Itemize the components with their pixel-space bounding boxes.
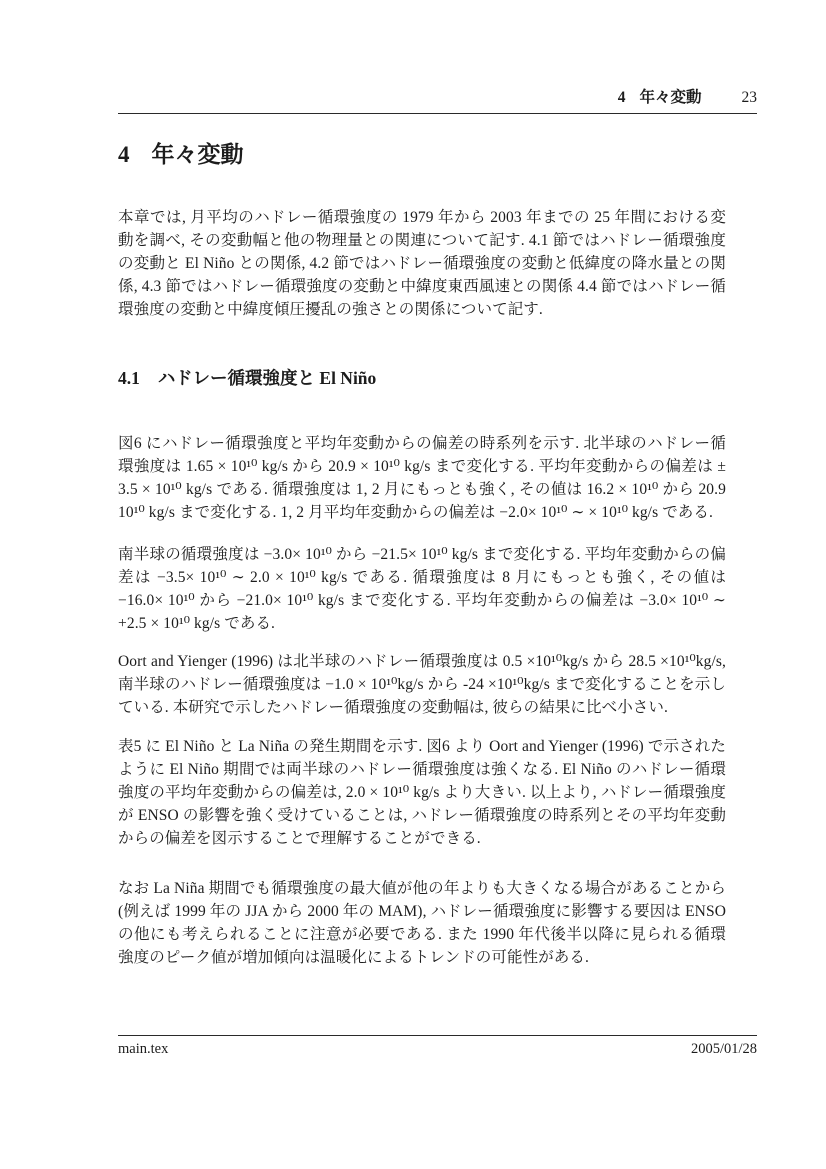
footer-date: 2005/01/28 (690, 1041, 757, 1057)
section-title-text: 年々変動 (151, 142, 244, 167)
header-rule (118, 113, 757, 114)
running-head-section-number: 4 (617, 89, 626, 106)
paragraph-enso-relation: 表5 に El Niño と La Niña の発生期間を示す. 図6 より Oort and Yienger (1996) で示されたように El Niño 期間では両半球のハドレー循環強度は強くなる. El Niño のハドレー循環強度の平均年変動からの偏差は, 2.0 × 10¹⁰ kg/s より大きい. 以上より, ハドレー循環強度が ENSO の影響を強く受けていることは, ハドレー循環強度の時系列とその平均年変動からの偏差を図示することで理解することができる. (118, 738, 726, 847)
section-number: 4 (118, 142, 130, 167)
paragraph-northern-hemisphere: 図6 にハドレー循環強度と平均年変動からの偏差の時系列を示す. 北半球のハドレー循環強度は 1.65 × 10¹⁰ kg/s から 20.9 × 10¹⁰ kg/s まで変化する. 平均年変動からの偏差は ± 3.5 × 10¹⁰ kg/s である. 循環強度は 1, 2 月にもっとも強く, その値は 16.2 × 10¹⁰ から 20.9 10¹⁰ kg/s まで変化する. 1, 2 月平均年変動からの偏差は −2.0× 10¹⁰ ∼ × 10¹⁰ kg/s である. (118, 435, 726, 521)
paragraph-chapter-intro: 本章では, 月平均のハドレー循環強度の 1979 年から 2003 年までの 25 年間における変動を調べ, その変動幅と他の物理量との関連について記す. 4.1 節ではハドレー循環強度の変動と El Niño との関係, 4.2 節ではハドレー循環強度の変動と低緯度の降水量との関係, 4.3 節ではハドレー循環強度の変動と中緯度東西風速との関係 4.4 節ではハドレー循環強度の変動と中緯度傾圧擾乱の強さとの関係について記す. (118, 209, 726, 318)
subsection-number: 4.1 (118, 368, 140, 388)
paragraph-la-nina-note: なお La Niña 期間でも循環強度の最大値が他の年よりも大きくなる場合があることから (例えば 1999 年の JJA から 2000 年の MAM), ハドレー循環強度に影響する要因は ENSO の他にも考えられることに注意が必要である. また 1990 年代後半以降に見られる循環強度のピーク値が増加傾向は温暖化によるトレンドの可能性がある. (118, 880, 726, 966)
subsection-heading (118, 366, 376, 390)
footer-rule (118, 1035, 757, 1036)
subsection-title-text: ハドレー循環強度と El Niño (157, 368, 377, 388)
footer (118, 1040, 757, 1059)
page-number: 23 (741, 89, 757, 106)
footer-filename: main.tex (118, 1041, 169, 1057)
paragraph-oort-yienger-comparison: Oort and Yienger (1996) は北半球のハドレー循環強度は 0.5 ×10¹⁰kg/s から 28.5 ×10¹⁰kg/s, 南半球のハドレー循環強度は −1.0 × 10¹⁰kg/s から -24 ×10¹⁰kg/s まで変化することを示している. 本研究で示したハドレー循環強度の変動幅は, 彼らの結果に比べ小さい. (118, 653, 726, 716)
section-heading (118, 140, 244, 170)
running-head (118, 88, 757, 108)
running-head-section-title: 年々変動 (639, 89, 702, 106)
paragraph-southern-hemisphere: 南半球の循環強度は −3.0× 10¹⁰ から −21.5× 10¹⁰ kg/s まで変化する. 平均年変動からの偏差は −3.5× 10¹⁰ ∼ 2.0 × 10¹⁰ kg/s である. 循環強度は 8 月にもっとも強く, その値は −16.0× 10¹⁰ から −21.0× 10¹⁰ kg/s まで変化する. 平均年変動からの偏差は −3.0× 10¹⁰ ∼ +2.5 × 10¹⁰ kg/s である. (118, 546, 726, 632)
